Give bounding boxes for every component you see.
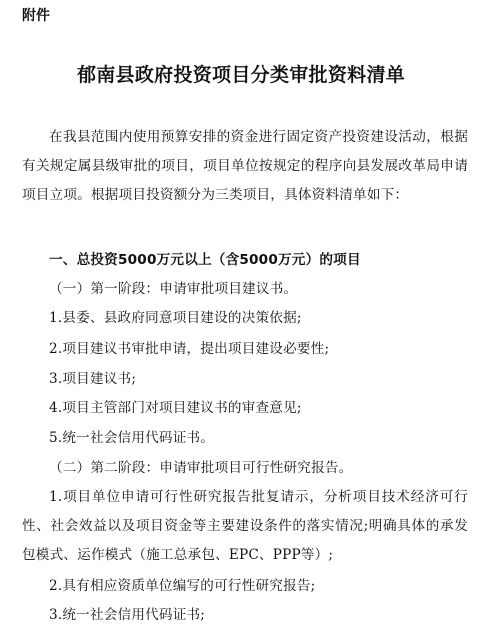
stage-1-item-4: 4.项目主管部门对项目建议书的审查意见; [49,400,302,416]
document-title: 郁南县政府投资项目分类审批资料清单 [76,64,406,86]
attachment-label: 附件 [22,8,50,24]
stage-1-item-2: 2.项目建议书审批申请，提出项目建设必要性; [49,341,330,357]
stage-1-heading: （一）第一阶段：申请审批项目建议书。 [49,281,298,297]
stage-2-item-3: 3.统一社会信用代码证书; [49,607,206,623]
stage-1-item-5: 5.统一社会信用代码证书。 [49,430,215,446]
section-1-heading: 一、总投资5000万元以上（含5000万元）的项目 [49,252,361,268]
stage-1-item-3: 3.项目建议书; [49,371,137,387]
intro-paragraph: 在我县范围内使用预算安排的资金进行固定资产投资建设活动，根据有关规定属县级审批的项目，项目单位按规定的程序向县发展改革局申请项目立项。根据项目投资额分为三类项目，具体资料清单如下： [22,129,468,204]
stage-2-heading: （二）第二阶段：申请审批项目可行性研究报告。 [49,460,353,476]
stage-2-item-1: 1.项目单位申请可行性研究报告批复请示，分析项目技术经济可行性、社会效益以及项目资金等主要建设条件的落实情况;明确具体的承发包模式、运作模式（施工总承包、EPC、PPP等）; [22,489,468,564]
stage-1-item-1: 1.县委、县政府同意项目建设的决策依据; [49,310,302,326]
stage-2-item-2: 2.具有相应资质单位编写的可行性研究报告; [49,578,316,594]
